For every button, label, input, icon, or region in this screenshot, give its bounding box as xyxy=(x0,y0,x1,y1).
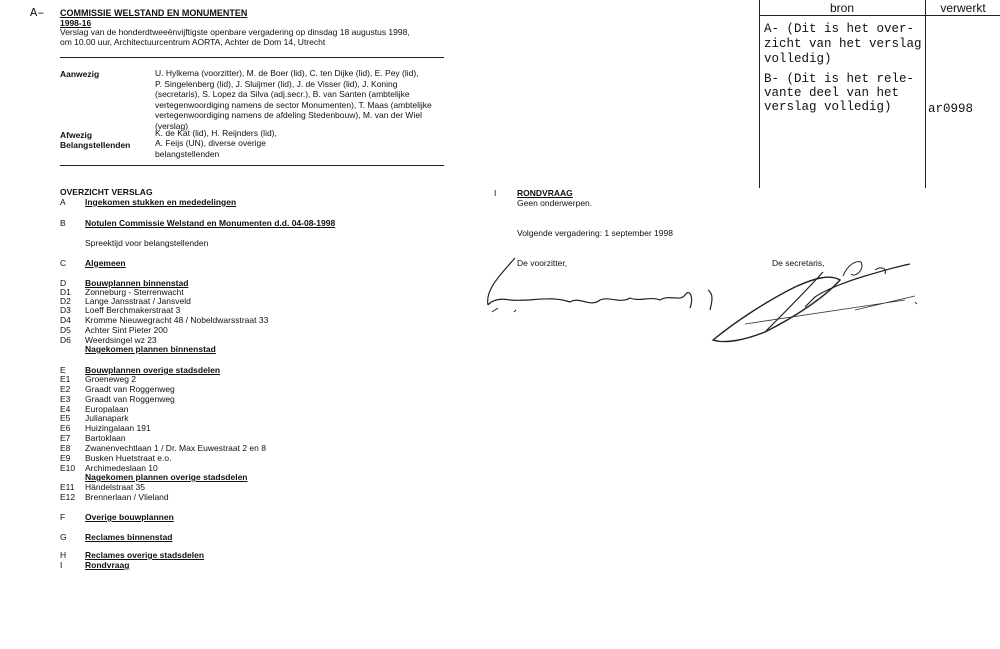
item-code: D4 xyxy=(60,315,71,325)
section-heading: Algemeen xyxy=(85,258,126,268)
item-code: E11 xyxy=(60,482,75,492)
document-title: COMMISSIE WELSTAND EN MONUMENTEN xyxy=(60,8,248,18)
secretary-signature xyxy=(705,252,930,347)
header-line-2: om 10.00 uur, Architectuurcentrum AORTA, Achter de Dom 14, Utrecht xyxy=(60,37,326,47)
item-code: E4 xyxy=(60,404,71,414)
item-code: D2 xyxy=(60,296,71,306)
item-code: D5 xyxy=(60,325,71,335)
list-item: Zwanenvechtlaan 1 / Dr. Max Euwestraat 2 en 8 xyxy=(85,443,266,453)
column-divider xyxy=(925,0,926,188)
column-divider xyxy=(759,0,760,188)
item-code: E1 xyxy=(60,374,71,384)
item-code: E7 xyxy=(60,433,71,443)
present-line: P. Singelenberg (lid), J. Sluijmer (lid), J. de Visser (lid), J. Koning xyxy=(155,78,398,89)
section-heading: Rondvraag xyxy=(85,560,130,570)
column-header-processed: verwerkt xyxy=(940,1,986,15)
item-code: E8 xyxy=(60,443,71,453)
section-heading: Notulen Commissie Welstand en Monumenten d.d. 04-08-1998 xyxy=(85,218,336,228)
header-line-1: Verslag van de honderdtweeënvijftigste openbare vergadering op dinsdag 18 augustus 1998, xyxy=(60,27,410,37)
list-item: Graadt van Roggenweg xyxy=(85,394,175,404)
list-item: Julianapark xyxy=(85,413,129,423)
note-line: volledig) xyxy=(764,52,832,66)
section-letter: H xyxy=(60,550,67,560)
present-label: Aanwezig xyxy=(60,69,100,79)
item-code: E2 xyxy=(60,384,71,394)
list-item: Bartoklaan xyxy=(85,433,126,443)
next-meeting: Volgende vergadering: 1 september 1998 xyxy=(517,228,673,238)
item-code: E5 xyxy=(60,413,71,423)
list-item: Händelstraat 35 xyxy=(85,482,146,492)
late-plans-heading: Nagekomen plannen overige stadsdelen xyxy=(85,472,248,482)
section-letter: I xyxy=(60,560,63,570)
item-code: E10 xyxy=(60,463,76,473)
absent-label: Afwezig xyxy=(60,130,93,140)
item-code: D3 xyxy=(60,305,71,315)
rondvraag-text: Geen onderwerpen. xyxy=(517,198,593,208)
note-line: zicht van het verslag xyxy=(764,37,922,51)
present-line: (verslag) xyxy=(155,120,189,131)
section-heading: Reclames binnenstad xyxy=(85,532,173,542)
present-line: U. Hylkema (voorzitter), M. de Boer (lid), C. ten Dijke (lid), E. Pey (lid), xyxy=(155,68,419,78)
note-line: vante deel van het xyxy=(764,86,900,100)
item-code: E9 xyxy=(60,453,71,463)
section-heading: Bouwplannen overige stadsdelen xyxy=(85,365,221,375)
section-letter: D xyxy=(60,278,67,288)
section-letter: I xyxy=(494,188,497,198)
section-letter: G xyxy=(60,532,67,542)
divider xyxy=(60,165,444,166)
present-line: vertegenwoordiging namens de afdeling Stedenbouw), M. van der Wiel xyxy=(155,110,422,120)
column-header-source: bron xyxy=(829,1,855,15)
item-code: D6 xyxy=(60,335,71,345)
header-divider xyxy=(759,15,1000,16)
speaking-time: Spreektijd voor belangstellenden xyxy=(85,238,209,248)
list-item: Brennerlaan / Vlieland xyxy=(85,492,169,502)
section-heading: Overige bouwplannen xyxy=(85,512,174,522)
stakeholders-list xyxy=(155,138,266,159)
list-item: Groeneweg 2 xyxy=(85,374,137,384)
list-item: Loeff Berchmakerstraat 3 xyxy=(85,305,181,315)
list-item: Huizingalaan 191 xyxy=(85,423,151,433)
list-item: Kromme Nieuwegracht 48 / Nobeldwarsstraat 33 xyxy=(85,315,269,325)
rondvraag-heading: RONDVRAAG xyxy=(517,188,573,198)
item-code: D1 xyxy=(60,287,71,297)
section-heading: Ingekomen stukken en mededelingen xyxy=(85,197,237,207)
list-item: Zonneburg - Sterrenwacht xyxy=(85,287,184,297)
item-code: E3 xyxy=(60,394,71,404)
note-b xyxy=(764,72,914,114)
chair-label: De voorzitter, xyxy=(517,258,568,268)
document-number: 1998-16 xyxy=(60,18,92,28)
present-list xyxy=(155,68,432,131)
section-letter: C xyxy=(60,258,67,268)
stakeholders-label: Belangstellenden xyxy=(60,140,131,150)
absent-text: K. de Kat (lid), H. Reijnders (lid), xyxy=(155,128,277,138)
section-letter: E xyxy=(60,365,66,375)
item-code: E6 xyxy=(60,423,71,433)
page-marker: A– xyxy=(30,6,45,20)
section-heading: Reclames overige stadsdelen xyxy=(85,550,205,560)
list-item: Graadt van Roggenweg xyxy=(85,384,175,394)
chair-signature xyxy=(480,250,720,330)
present-line: vertegenwoordiging namens de sector Monumenten), T. Maas (ambtelijke xyxy=(155,99,432,110)
archive-code: ar0998 xyxy=(928,102,974,116)
section-heading: Bouwplannen binnenstad xyxy=(85,278,189,288)
overview-title: OVERZICHT VERSLAG xyxy=(60,187,153,197)
stakeholders-line: belangstellenden xyxy=(155,148,220,159)
list-item: Lange Jansstraat / Jansveld xyxy=(85,296,191,306)
list-item: Archimedeslaan 10 xyxy=(85,463,158,473)
note-a xyxy=(764,22,922,67)
list-item: Achter Sint Pieter 200 xyxy=(85,325,168,335)
note-line: verslag volledig) xyxy=(764,100,892,114)
note-line: B- (Dit is het rele- xyxy=(764,72,915,86)
secretary-label: De secretaris, xyxy=(772,258,825,268)
present-line: (secretaris), S. Lopez da Silva (adj.secr.), B. van Santen (ambtelijke xyxy=(155,89,410,99)
section-letter: F xyxy=(60,512,66,522)
divider xyxy=(60,57,444,58)
section-letter: B xyxy=(60,218,66,228)
item-code: E12 xyxy=(60,492,76,502)
list-item: Weerdsingel wz 23 xyxy=(85,335,157,345)
list-item: Busken Huetstraat e.o. xyxy=(85,453,172,463)
late-plans-heading: Nagekomen plannen binnenstad xyxy=(85,344,216,354)
list-item: Europalaan xyxy=(85,404,129,414)
note-line: A- (Dit is het over- xyxy=(764,22,915,36)
section-letter: A xyxy=(60,197,66,207)
stakeholders-line: A. Feijs (UN), diverse overige xyxy=(155,138,267,148)
